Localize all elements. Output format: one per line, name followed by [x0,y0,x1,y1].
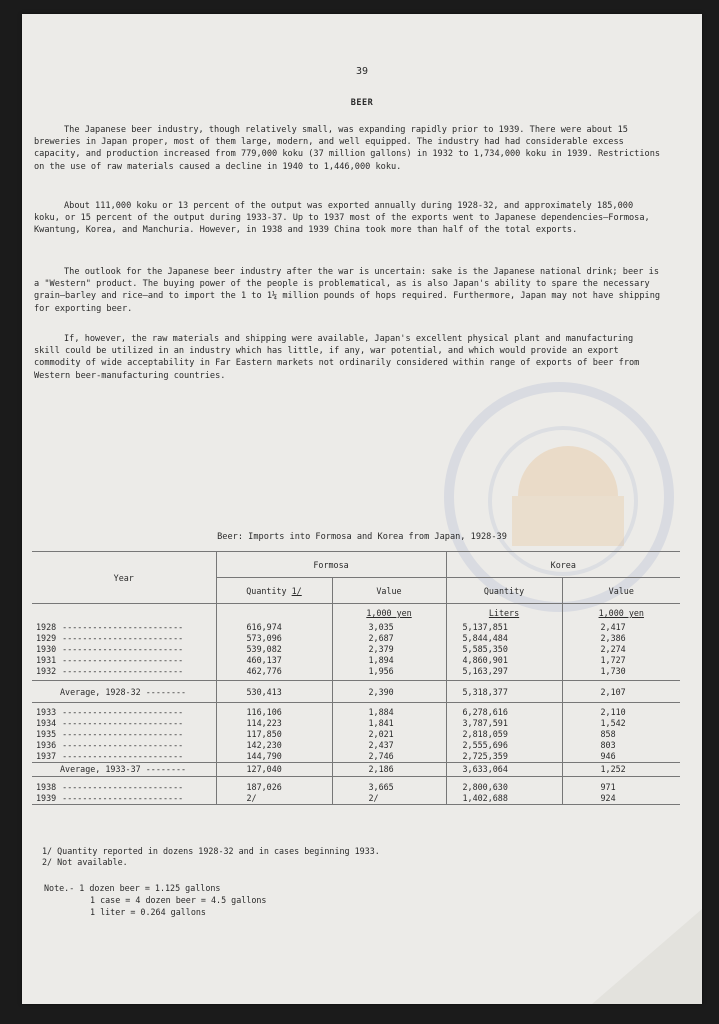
table-row [32,622,680,633]
year-label: 1938 [36,782,57,792]
paragraph-1: The Japanese beer industry, though relatively small, was expanding rapidly prior to 1939. There were about 15 breweries in Japan proper, most of them large, modern, and well equipped. The industry had had considerable excess capacity, and production increased from 779,000 koku (37 million gallons) in 1932 to 1,734,000 koku in 1939. Restrictions on the use of raw materials caused a decline in 1940 to 1,446,000 koku. [34,125,661,172]
year-cell [32,644,216,655]
formosa-value-cell: 2,746 [332,751,446,763]
units-formosa-qty-blank [216,604,332,622]
paragraph-3: The outlook for the Japanese beer industry after the war is uncertain: sake is the Japanese national drink; beer is a "Western" product. The buying power of the people is problematical, as is also Japan's ability to spare the necessary grain—barley and rice—and to import the 1 to 1¼ million pounds of hops required. Furthermore, Japan may not have shipping for exporting beer. [34,267,661,314]
table-row [32,707,680,718]
year-cell [32,707,216,718]
year-cell [32,751,216,763]
avg1-label [32,681,216,703]
formosa-value-cell: 1,956 [332,666,446,677]
year-cell [32,729,216,740]
year-label: 1930 [36,643,57,654]
units-year-blank [32,604,216,622]
table-row [32,729,680,740]
table-row [32,740,680,751]
korea-value-cell: 924 [562,793,680,805]
korea-value-cell: 803 [562,740,680,751]
note-line-2: 1 case = 4 dozen beer = 4.5 gallons [90,895,267,905]
korea-value-cell: 858 [562,729,680,740]
table-row [32,782,680,793]
avg1-label-text: Average, 1928-32 [60,686,141,697]
note-line-1: Note.- 1 dozen beer = 1.125 gallons [44,883,221,893]
leader-dashes: ------------------------ [62,643,184,654]
footnote-1: 1/ Quantity reported in dozens 1928-32 and in cases beginning 1933. [42,846,380,856]
note-line-3: 1 liter = 0.264 gallons [90,907,206,917]
formosa-quantity-cell: 144,790 [216,751,332,763]
avg2-k-val: 1,252 [562,762,680,776]
korea-quantity-cell: 2,800,630 [446,782,562,793]
formosa-value-cell: 2/ [332,793,446,805]
year-label: 1932 [36,665,57,676]
year-label: 1928 [36,621,57,632]
table-row [32,751,680,763]
korea-value-cell: 971 [562,782,680,793]
units-row [32,604,680,622]
table-row [32,633,680,644]
avg1-leader: -------- [145,686,187,697]
avg2-f-val: 2,186 [332,762,446,776]
avg1-f-qty: 530,413 [216,681,332,703]
rows-1933-1937 [32,707,680,763]
year-cell [32,666,216,677]
formosa-value-cell: 3,035 [332,622,446,633]
year-cell [32,633,216,644]
document-page [22,14,702,1004]
header-korea-value: Value [562,578,680,604]
paragraph-4: If, however, the raw materials and shipping were available, Japan's excellent physical plant and manufacturing skill could be utilized in an industry which has little, if any, war potential, and which would provide an export commodity of wide acceptability in Far Eastern markets not ordinarily considered within range of exports of beer from Western beer-manufacturing countries. [34,334,640,381]
formosa-value-cell: 2,379 [332,644,446,655]
korea-quantity-cell: 5,844,484 [446,633,562,644]
formosa-value-cell: 1,841 [332,718,446,729]
page-corner-shadow [592,909,702,1004]
korea-quantity-cell: 5,163,297 [446,666,562,677]
table-row [32,666,680,677]
avg1-k-val: 2,107 [562,681,680,703]
avg1-k-qty: 5,318,377 [446,681,562,703]
unit-korea-quantity: Liters [446,604,562,622]
table-row [32,644,680,655]
leader-dashes: ------------------------ [62,739,184,750]
formosa-quantity-cell: 462,776 [216,666,332,677]
year-label: 1939 [36,793,57,803]
year-cell [32,622,216,633]
beer-imports-table [32,551,680,805]
korea-quantity-cell: 2,818,059 [446,729,562,740]
korea-quantity-cell: 5,137,851 [446,622,562,633]
year-cell [32,793,216,805]
korea-value-cell: 2,274 [562,644,680,655]
formosa-value-cell: 1,884 [332,707,446,718]
korea-quantity-cell: 6,278,616 [446,707,562,718]
leader-dashes: ------------------------ [62,728,184,739]
paragraph-2: About 111,000 koku or 13 percent of the output was exported annually during 1928-32, and approximately 185,000 koku, or 15 percent of the output during 1933-37. Up to 1937 most of the exports went to Japanese dependencies—Formosa, Kwantung, Korea, and Manchuria. However, in 1938 and 1939 China took more than half of the total exports. [34,201,650,236]
unit-korea-value: 1,000 yen [562,604,680,622]
korea-value-cell: 1,727 [562,655,680,666]
formosa-value-cell: 2,687 [332,633,446,644]
leader-dashes: ------------------------ [62,632,184,643]
avg1-f-val: 2,390 [332,681,446,703]
korea-quantity-cell: 2,725,359 [446,751,562,763]
conversion-notes [44,882,266,918]
avg2-label-text: Average, 1933-37 [60,764,141,774]
header-formosa-value: Value [332,578,446,604]
year-label: 1936 [36,739,57,750]
rows-1928-1932 [32,622,680,677]
leader-dashes: ------------------------ [62,782,184,792]
section-title: BEER [350,98,374,108]
footnote-2: 2/ Not available. [42,857,128,867]
formosa-value-cell: 2,021 [332,729,446,740]
formosa-quantity-cell: 114,223 [216,718,332,729]
formosa-quantity-cell: 116,106 [216,707,332,718]
year-cell [32,782,216,793]
formosa-quantity-cell: 460,137 [216,655,332,666]
leader-dashes: ------------------------ [62,621,184,632]
formosa-value-cell: 3,665 [332,782,446,793]
table-row [32,655,680,666]
year-cell [32,718,216,729]
leader-dashes: ------------------------ [62,665,184,676]
average-row-1928-32 [32,681,680,703]
avg2-f-qty: 127,040 [216,762,332,776]
header-korea: Korea [446,552,680,578]
korea-quantity-cell: 4,860,901 [446,655,562,666]
leader-dashes: ------------------------ [62,706,184,717]
korea-value-cell: 2,110 [562,707,680,718]
formosa-quantity-cell: 573,096 [216,633,332,644]
formosa-quantity-cell: 2/ [216,793,332,805]
korea-quantity-cell: 2,555,696 [446,740,562,751]
year-label: 1929 [36,632,57,643]
table-title: Beer: Imports into Formosa and Korea from Japan, 1928-39 [217,532,507,542]
table-row [32,718,680,729]
quantity-footnote-ref: 1/ [291,585,302,596]
korea-quantity-cell: 3,787,591 [446,718,562,729]
formosa-quantity-cell: 142,230 [216,740,332,751]
year-label: 1934 [36,717,57,728]
korea-value-cell: 1,542 [562,718,680,729]
header-row-regions [32,552,680,578]
leader-dashes: ------------------------ [62,654,184,665]
unit-formosa-value: 1,000 yen [332,604,446,622]
year-label: 1931 [36,654,57,665]
quantity-label: Quantity [246,585,287,596]
year-label: 1935 [36,728,57,739]
page-number: 39 [355,66,369,77]
korea-value-cell: 1,730 [562,666,680,677]
formosa-quantity-cell: 187,026 [216,782,332,793]
korea-value-cell: 946 [562,751,680,763]
korea-quantity-cell: 5,585,350 [446,644,562,655]
table-row [32,793,680,805]
avg2-k-qty: 3,633,064 [446,762,562,776]
leader-dashes: ------------------------ [62,750,184,761]
average-row-1933-37 [32,762,680,776]
header-formosa-quantity [216,578,332,604]
year-cell [32,655,216,666]
year-label: 1933 [36,706,57,717]
korea-quantity-cell: 1,402,688 [446,793,562,805]
korea-value-cell: 2,417 [562,622,680,633]
korea-value-cell: 2,386 [562,633,680,644]
header-korea-quantity: Quantity [446,578,562,604]
formosa-quantity-cell: 616,974 [216,622,332,633]
avg2-label [32,762,216,776]
formosa-quantity-cell: 539,082 [216,644,332,655]
header-year: Year [32,552,216,604]
formosa-quantity-cell: 117,850 [216,729,332,740]
rows-1938-1939 [32,782,680,805]
formosa-value-cell: 1,894 [332,655,446,666]
header-formosa: Formosa [216,552,446,578]
year-label: 1937 [36,750,57,761]
year-cell [32,740,216,751]
avg2-leader: -------- [145,764,187,774]
formosa-value-cell: 2,437 [332,740,446,751]
leader-dashes: ------------------------ [62,717,184,728]
leader-dashes: ------------------------ [62,793,184,803]
